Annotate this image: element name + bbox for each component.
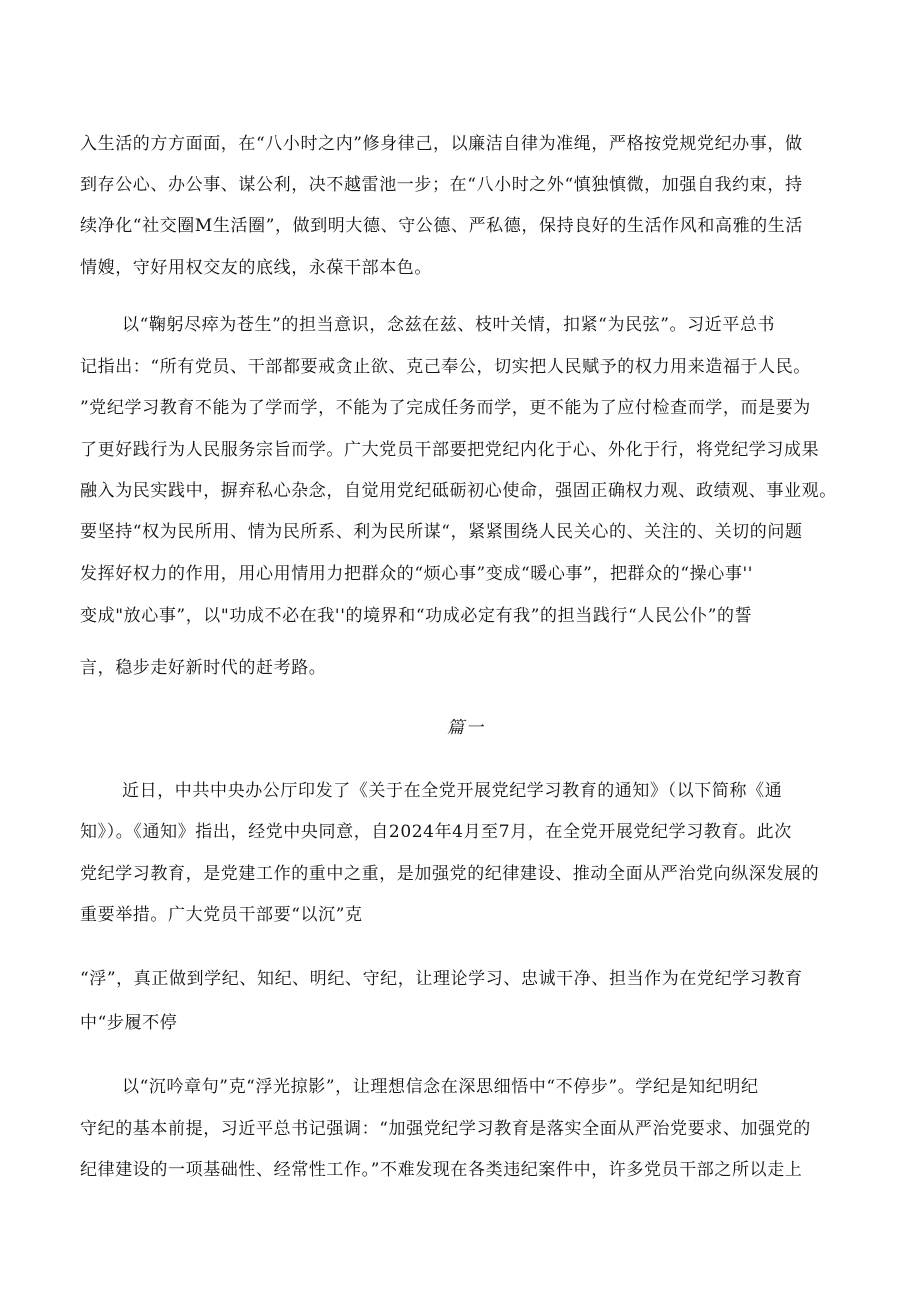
text-line: 了更好践行为人民服务宗旨而学。广大党员干部要把党纪内化于心、外化于行，将党纪学习成果 bbox=[80, 440, 820, 460]
text-line: 续净化“社交圈M生活圈”，做到明大德、守公德、严私德，保持良好的生活作风和高雅的生活 bbox=[80, 216, 803, 236]
text-line: 以“沉吟章句”克“浮光掠影”，让理想信念在深思细悟中“不停步”。学纪是知纪明纪 bbox=[122, 1077, 759, 1097]
text-line: 近日，中共中央办公厅印发了《关于在全党开展党纪学习教育的通知》（以下简称《通 bbox=[122, 781, 783, 801]
text-line: 融入为民实践中，摒弃私心杂念，自觉用党纪砥砺初心使命，强固正确权力观、政绩观、事业观。 bbox=[80, 481, 837, 501]
text-line: 言，稳步走好新时代的赶考路。 bbox=[80, 658, 327, 678]
text-line: ”党纪学习教育不能为了学而学，不能为了完成任务而学，更不能为了应付检查而学，而是要为 bbox=[80, 398, 811, 418]
section-heading: 篇一 bbox=[447, 718, 485, 738]
text-line: 知》）。《通知》指出，经党中央同意，自2024年4月至7月，在全党开展党纪学习教育。此次 bbox=[80, 822, 792, 842]
text-line: 发挥好权力的作用，用心用情用力把群众的“烦心事”变成“暖心事”，把群众的“操心事'' bbox=[80, 564, 753, 584]
text-line: 记指出：“所有党员、干部都要戒贪止欲、克己奉公，切实把人民赋予的权力用来造福于人民。 bbox=[80, 357, 811, 377]
text-line: 变成"放心事”，以"功成不必在我''的境界和“功成必定有我”的担当践行“人民公仆”的誓 bbox=[80, 606, 753, 626]
text-line: 纪律建设的一项基础性、经常性工作。”不难发现在各类违纪案件中，许多党员干部之所以走上 bbox=[80, 1160, 803, 1180]
text-line: 守纪的基本前提，习近平总书记强调：“加强党纪学习教育是落实全面从严治党要求、加强党的 bbox=[80, 1119, 811, 1139]
text-line: 到存公心、办公事、谋公利，决不越雷池一步；在“八小时之外“慎独慎微，加强自我约束，持 bbox=[80, 175, 803, 195]
text-line: 中“步履不停 bbox=[80, 1013, 178, 1033]
text-line: 入生活的方方面面，在“八小时之内”修身律己，以廉洁自律为准绳，严格按党规党纪办事，做 bbox=[80, 134, 803, 154]
text-line: 要坚持“权为民所用、情为民所系、利为民所谋“，紧紧围绕人民关心的、关注的、关切的问题 bbox=[80, 522, 803, 542]
text-line: 重要举措。广大党员干部要“以沉”克 bbox=[80, 905, 363, 925]
text-line: 以“鞠躬尽瘁为苍生”的担当意识，念兹在兹、枝叶关情，扣紧“为民弦”。习近平总书 bbox=[122, 315, 776, 335]
text-line: 党纪学习教育，是党建工作的重中之重，是加强党的纪律建设、推动全面从严治党向纵深发展的 bbox=[80, 864, 820, 884]
text-line: 情嫂，守好用权交友的底线，永葆干部本色。 bbox=[80, 258, 432, 278]
text-line: “浮”，真正做到学纪、知纪、明纪、守纪，让理论学习、忠诚干净、担当作为在党纪学习教育 bbox=[80, 969, 803, 989]
